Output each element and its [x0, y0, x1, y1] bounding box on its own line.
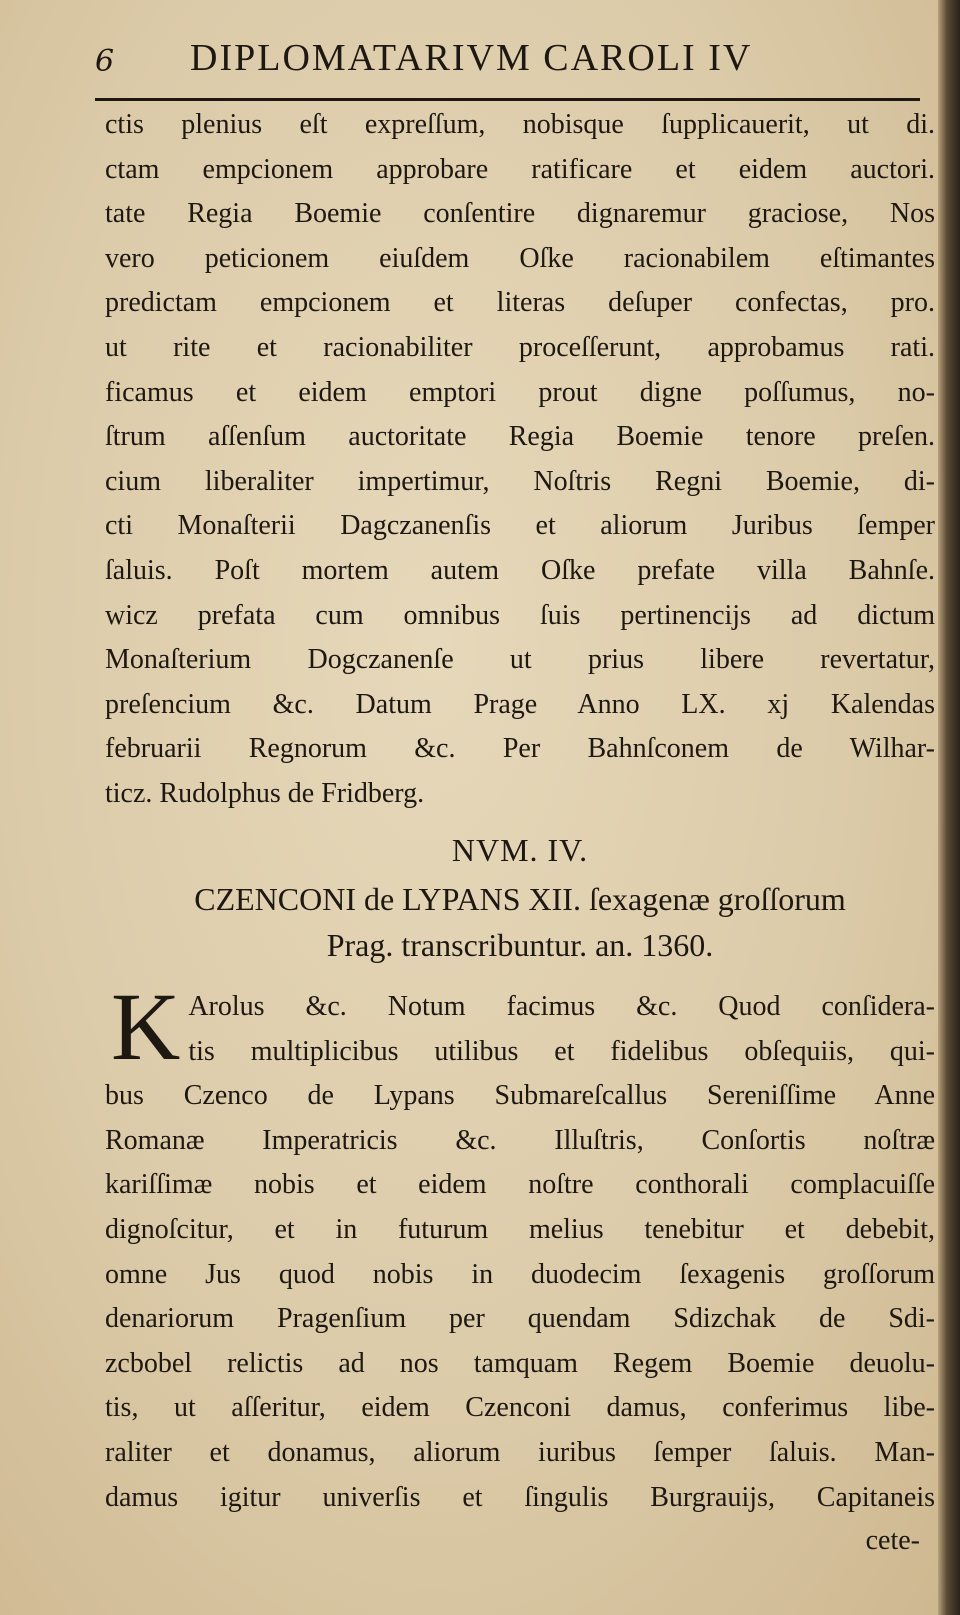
text-line: februarii Regnorum &c. Per Bahnſconem de Wilhar-: [105, 733, 935, 765]
text-line: tate Regia Boemie conſentire dignaremur graciose, Nos: [105, 198, 935, 230]
section-body-text: [105, 973, 935, 1520]
text-line: dignoſcitur, et in futurum melius tenebitur et debebit,: [105, 1213, 935, 1245]
text-line: ſaluis. Poſt mortem autem Oſke prefate villa Bahnſe.: [105, 554, 935, 586]
page-header: [95, 36, 935, 86]
section-number: NVM. IV.: [451, 832, 589, 868]
page-gutter-shadow: [938, 0, 960, 1615]
catchword: cete-: [865, 1525, 920, 1556]
section-heading: [105, 876, 935, 968]
text-line: ut rite et racionabiliter proceſſerunt, approbamus rati.: [105, 331, 935, 363]
text-line: ctam empcionem approbare ratificare et eidem auctori.: [105, 153, 935, 185]
text-line: cti Monaſterii Dagczanenſis et aliorum Juribus ſemper: [105, 510, 935, 542]
section-heading-line-1: CZENCONI de LYPANS XII. ſexagenæ groſſorum: [194, 881, 846, 917]
text-line: wicz prefata cum omnibus ſuis pertinencijs ad dictum: [105, 599, 935, 631]
text-line: Romanæ Imperatricis &c. Illuſtris, Conſortis noſtræ: [105, 1124, 935, 1156]
text-line: kariſſimæ nobis et eidem noſtre conthorali complacuiſſe: [105, 1169, 935, 1201]
text-line: Monaſterium Dogczanenſe ut prius libere revertatur,: [105, 644, 935, 676]
text-line: tis multiplicibus utilibus et fidelibus obſequiis, qui-: [188, 1035, 935, 1067]
text-line: ficamus et eidem emptori prout digne poſſumus, no-: [105, 376, 935, 408]
text-line: damus igitur univerſis et ſingulis Burgrauijs, Capitaneis: [105, 1481, 935, 1513]
text-line: tis, ut aſſeritur, eidem Czenconi damus, conferimus libe-: [105, 1392, 935, 1424]
text-line: denariorum Pragenſium per quendam Sdizchak de Sdi-: [105, 1303, 935, 1335]
text-line: zcbobel relictis ad nos tamquam Regem Boemie deuolu-: [105, 1347, 935, 1379]
text-line: preſencium &c. Datum Prage Anno LX. xj Kalendas: [105, 688, 935, 720]
body-text-block: [105, 103, 935, 817]
text-line: bus Czenco de Lypans Submareſcallus Sereniſſime Anne: [105, 1080, 935, 1112]
text-line: ctis plenius eſt expreſſum, nobisque ſupplicauerit, ut di.: [105, 109, 935, 140]
running-title: DIPLOMATARIVM CAROLI IV: [190, 37, 753, 79]
header-rule: [95, 98, 920, 101]
text-line: omne Jus quod nobis in duodecim ſexagenis groſſorum: [105, 1258, 935, 1290]
text-line: raliter et donamus, aliorum iuribus ſemper ſaluis. Man-: [105, 1436, 935, 1468]
text-line: vero peticionem eiuſdem Oſke racionabilem eſtimantes: [105, 242, 935, 274]
text-line: Arolus &c. Notum facimus &c. Quod conſidera-: [188, 991, 935, 1022]
text-line: cium liberaliter impertimur, Noſtris Regni Boemie, di-: [105, 465, 935, 497]
text-line: ticz. Rudolphus de Fridberg.: [105, 777, 425, 809]
section-heading-line-2: Prag. transcribuntur. an. 1360.: [326, 927, 714, 963]
text-line: predictam empcionem et literas deſuper confectas, pro.: [105, 287, 935, 319]
drop-cap: K: [111, 973, 181, 1080]
page-number: 6: [95, 44, 115, 79]
text-line: ſtrum aſſenſum auctoritate Regia Boemie tenore preſen.: [105, 421, 935, 453]
